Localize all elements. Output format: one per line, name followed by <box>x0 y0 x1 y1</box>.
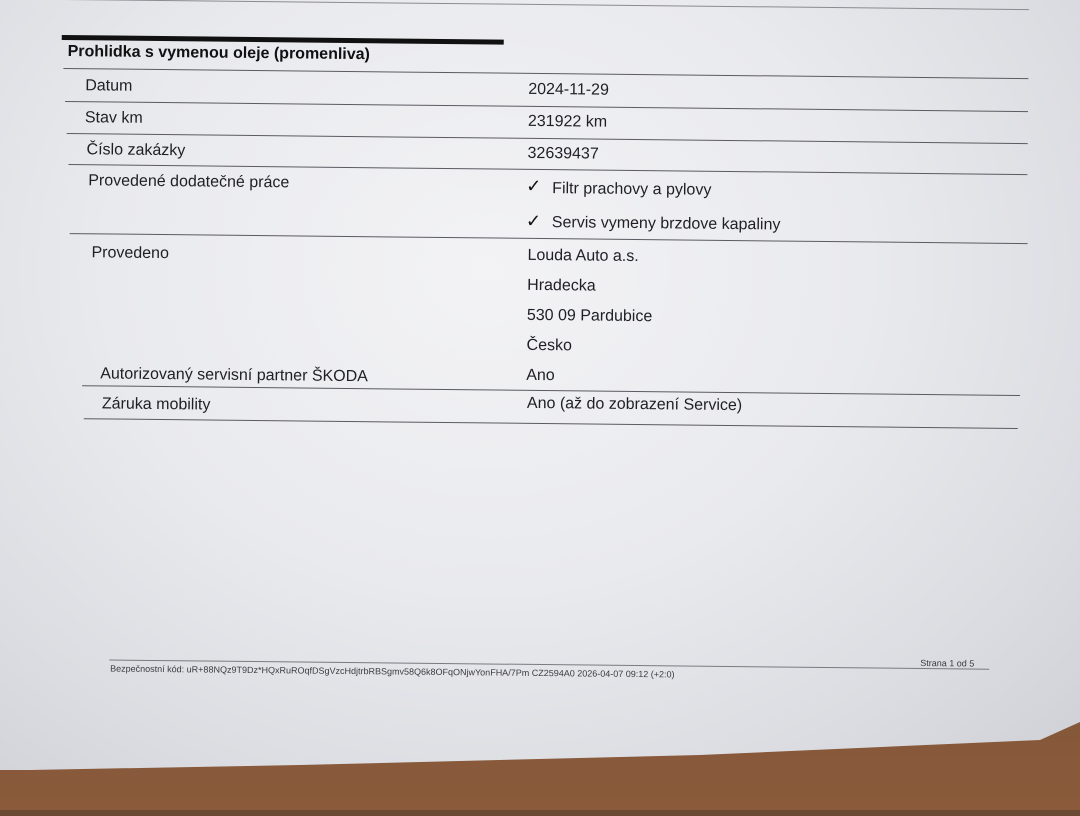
page-number: Strana 1 od 5 <box>920 657 975 669</box>
performed-by-city: 530 09 Pardubice <box>526 306 653 326</box>
divider <box>67 133 1028 144</box>
extra-work-item: Servis vymeny brzdove kapaliny <box>551 214 781 234</box>
mobility-guarantee-value: Ano (až do zobrazení Service) <box>526 394 743 415</box>
checkmark-icon: ✓ <box>526 175 542 197</box>
checkmark-icon: ✓ <box>525 210 542 231</box>
performed-by-label: Provedeno <box>91 244 169 263</box>
authorized-partner-label: Autorizovaný servisní partner ŠKODA <box>100 365 368 386</box>
divider <box>84 418 1018 429</box>
authorized-partner-value: Ano <box>526 366 555 385</box>
divider <box>65 101 1028 112</box>
performed-by-street: Hradecka <box>527 276 596 295</box>
divider <box>63 68 1028 79</box>
performed-by-company: Louda Auto a.s. <box>527 246 639 266</box>
divider <box>70 233 1028 244</box>
section-title: Prohlidka s vymenou oleje (promenliva) <box>67 43 371 64</box>
date-label: Datum <box>85 77 133 95</box>
extra-work-label: Provedené dodatečné práce <box>88 172 290 192</box>
mobility-guarantee-label: Záruka mobility <box>101 395 211 414</box>
date-value: 2024-11-29 <box>528 80 609 99</box>
security-code: Bezpečnostní kód: uR+88NQz9T9Dz*HQxRuROqfDSgVzcHdjtrbRBSgmv58Q6k8OFqONjwYonFHA/7Pm CZ2594A0 2026-04-07 09:12 (+2:0) <box>110 663 675 680</box>
mileage-value: 231922 km <box>527 112 608 131</box>
extra-work-item: Filtr prachovy a pylovy <box>552 180 712 199</box>
order-number-value: 32639437 <box>527 144 599 163</box>
performed-by-country: Česko <box>526 336 573 355</box>
mileage-label: Stav km <box>84 109 143 127</box>
order-number-label: Číslo zakázky <box>86 141 186 160</box>
